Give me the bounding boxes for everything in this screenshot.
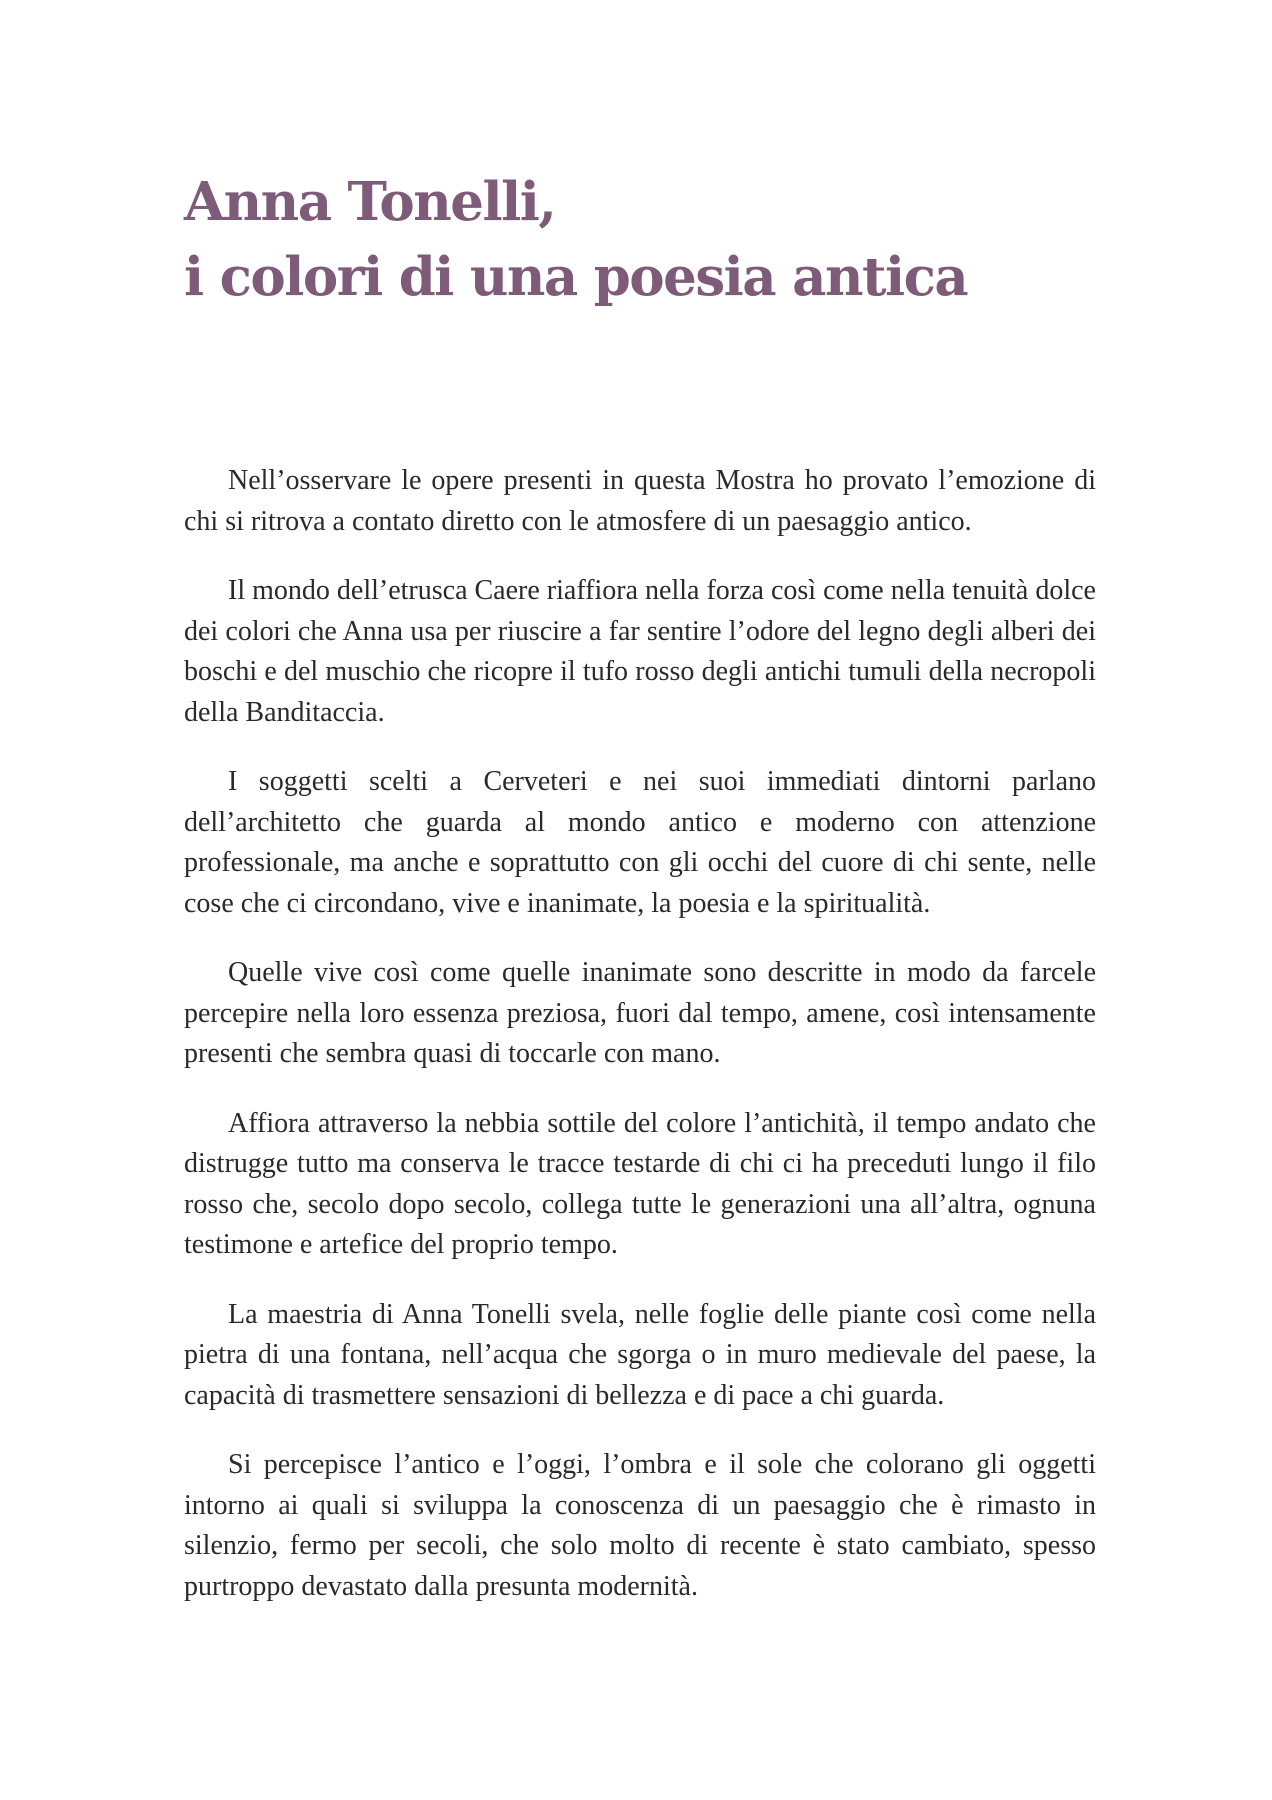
paragraph-2: Il mondo dell’etrusca Caere riaffiora nella forza così come nella tenuità dolce dei colori che Anna usa per riuscire a far sentire l’odore del legno degli alberi dei boschi e del muschio che ricopre il tufo rosso degli antichi tumuli della necropoli della Banditaccia. xyxy=(184,575,1096,728)
title-line-1: Anna Tonelli, xyxy=(184,171,556,233)
paragraph-3: I soggetti scelti a Cerveteri e nei suoi immediati dintorni parlano dell’architetto che guarda al mondo antico e moderno con attenzione professionale, ma anche e soprattutto con gli occhi del cuore di chi sente, nelle cose che ci circondano, vive e inanimate, la poesia e la spiritualità. xyxy=(184,766,1096,919)
paragraph-6: La maestria di Anna Tonelli svela, nelle foglie delle piante così come nella pietra di una fontana, nell’acqua che sgorga o in muro medievale del paese, la capacità di trasmettere sensazioni di bellezza e di pace a chi guarda. xyxy=(184,1298,1096,1411)
paragraph-5: Affiora attraverso la nebbia sottile del colore l’antichità, il tempo andato che distrugge tutto ma conserva le tracce testarde di chi ci ha preceduti lungo il filo rosso che, secolo dopo secolo, collega tutte le generazioni una all’altra, ognuna testimone e artefice del proprio tempo. xyxy=(184,1107,1096,1260)
paragraph-4: Quelle vive così come quelle inanimate sono descritte in modo da farcele percepire nella loro essenza preziosa, fuori dal tempo, amene, così intensamente presenti che sembra quasi di toccarle con mano. xyxy=(184,957,1096,1069)
paragraph-7: Si percepisce l’antico e l’oggi, l’ombra e il sole che colorano gli oggetti intorno ai quali si sviluppa la conoscenza di un paesaggio che è rimasto in silenzio, fermo per secoli, che solo molto di recente è stato cambiato, spesso purtroppo devastato dalla presunta modernità. xyxy=(184,1449,1096,1602)
page-title xyxy=(184,165,1144,315)
body-text xyxy=(184,461,1096,1636)
title-line-2: i colori di una poesia antica xyxy=(184,246,968,308)
paragraph-1: Nell’osservare le opere presenti in questa Mostra ho provato l’emozione di chi si ritrova a contato diretto con le atmosfere di un paesaggio antico. xyxy=(184,465,1096,537)
